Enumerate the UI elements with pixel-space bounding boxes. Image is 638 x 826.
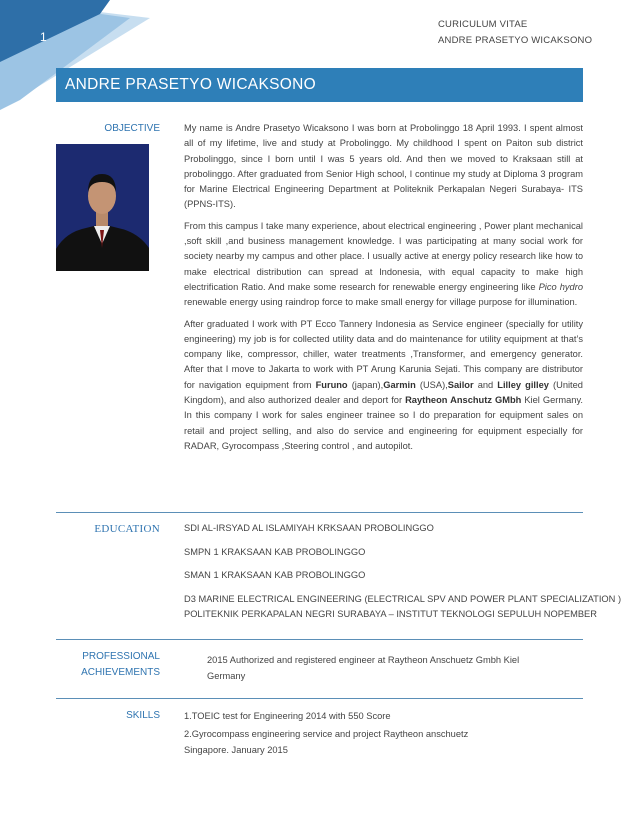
objective-p3-part: After graduated I work with PT Ecco Tannery Indonesia as Service engineer (specially for utility engineering) my job is for collected utility data and do maintenance for utility equipment at that’s company like, compressor, chiller, water treatments ,Transformer, and emergency generator. After that I move to Jakarta to work with PT Arung Karunia Sejati. This company are distributor for navigation equipment from — [184, 318, 583, 390]
page-title: ANDRE PRASETYO WICAKSONO — [65, 76, 316, 93]
objective-p2-italic: Pico — [538, 281, 557, 292]
brand-raytheon: Raytheon Anschutz GMbh — [405, 395, 522, 406]
objective-paragraph-2 — [184, 219, 583, 311]
objective-p2-part: renewable energy using raindrop force to make small energy for village purpose for illumination. — [184, 297, 578, 308]
education-item: D3 MARINE ELECTRICAL ENGINEERING (ELECTRICAL SPV AND POWER PLANT SPECIALIZATION ) — [184, 593, 622, 604]
objective-p3-part: (japan), — [347, 379, 384, 390]
achievements-label-line: PROFESSIONAL — [82, 651, 160, 662]
brand-lilley-gilley: Lilley gilley — [497, 379, 549, 390]
achievement-line: 2015 Authorized and registered engineer at Raytheon Anschuetz Gmbh Kiel — [207, 655, 520, 665]
objective-text — [184, 121, 583, 460]
header-name: ANDRE PRASETYO WICAKSONO — [438, 35, 593, 46]
skills-label: SKILLS — [126, 710, 160, 721]
section-divider — [56, 639, 583, 640]
objective-p3-part: Kiel Germany. In this company I work for sales engineer trainee so I do preparation for equipment sales on retail and project selling, and also do service and engineering for equipment especially for RADAR, Gyrocompass ,Steering control , and autopilot. — [184, 395, 583, 451]
education-item: SMPN 1 KRAKSAAN KAB PROBOLINGGO — [184, 546, 366, 557]
education-item: POLITEKNIK PERKAPALAN NEGRI SURABAYA – INSTITUT TEKNOLOGI SEPULUH NOPEMBER — [184, 609, 597, 619]
objective-p2-part: From this campus I take many experience, about electrical engineering , Power plant mechanical ,soft skill ,and business management knowledge. I was participating at many social work for society nearby my campus and other place. I usually active at energy policy research like how to make electrical distribution can spread at Indonesia, with equal capacity to make high electrification Ratio. And make some research for renewable energy engineering like — [184, 220, 583, 292]
brand-sailor: Sailor — [447, 379, 474, 390]
achievements-list — [207, 652, 519, 684]
skill-item: 2.Gyrocompass engineering service and project Raytheon anschuetz — [184, 729, 469, 739]
education-label: EDUCATION — [94, 523, 160, 535]
page-header — [438, 17, 592, 49]
education-item: SMAN 1 KRAKSAAN KAB PROBOLINGGO — [184, 570, 366, 580]
objective-p3-part: (United Kingdom), and also authorized dealer and deport for — [184, 379, 583, 406]
objective-p2-italic: hydro — [559, 281, 583, 292]
brand-furuno: Furuno — [315, 379, 348, 390]
profile-photo — [56, 144, 149, 271]
brand-garmin: Garmin — [383, 379, 416, 390]
objective-p3-part: (USA), — [415, 379, 448, 390]
education-list — [184, 521, 621, 631]
skill-item: 1.TOEIC test for Engineering 2014 with 550 Score — [184, 711, 391, 721]
objective-p3-part: and — [473, 379, 498, 390]
achievements-label — [81, 649, 160, 681]
page-number: 1 — [40, 30, 47, 44]
objective-paragraph-3 — [184, 317, 583, 455]
achievements-label-line: ACHIEVEMENTS — [81, 667, 160, 678]
skill-item: Singapore. January 2015 — [184, 745, 288, 755]
section-divider — [56, 512, 583, 513]
header-doc-type: CURICULUM VITAE — [438, 19, 528, 30]
portrait-image — [56, 144, 149, 271]
skills-list — [184, 708, 468, 758]
section-divider — [56, 698, 583, 699]
name-title-bar — [56, 68, 583, 102]
objective-label: OBJECTIVE — [104, 123, 160, 134]
objective-paragraph-1: My name is Andre Prasetyo Wicaksono I was born at Probolinggo 18 April 1993. I spent almost all of my lifetime, live and study at Probolinggo. My childhood I spent on Paiton sub district Probolinggo, since I born until I was 5 years old. And then we moved to Kraksaan still at probolinggo. After graduated from Senior High school, I continue my study at Diploma 3 program for Marine Electrical Engineering Department at Politeknik Perkapalan Negeri Surabaya- ITS (PPNS-ITS). — [184, 123, 583, 210]
education-item: SDI AL-IRSYAD AL ISLAMIYAH KRKSAAN PROBOLINGGO — [184, 523, 434, 533]
achievement-line: Germany — [207, 671, 246, 681]
